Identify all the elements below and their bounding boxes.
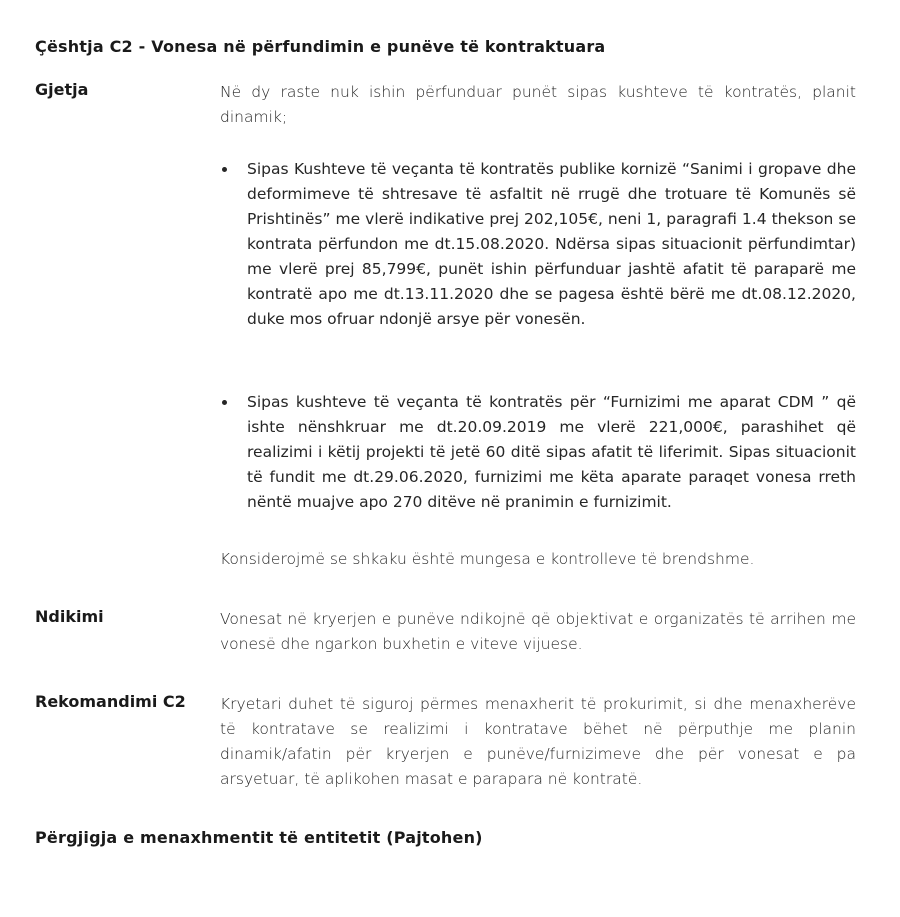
finding-bullet-2-text: Sipas kushteve të veçanta të kontratës për “Furnizimi me aparat CDM ” që ishte nënshkruar me dt.20.09.2019 me vlerë 221,000€, parashihet që realizimi i këtij projekti të jetë 60 ditë sipas afatit të liferimit. Sipas situacionit të fundit me dt.29.06.2020, furnizimi me këta aparate paraqet vonesa rreth nëntë muajve apo 270 ditëve në pranimin e furnizimit. [247,393,856,511]
finding-intro: Në dy raste nuk ishin përfunduar punët sipas kushteve të kontratës, planit dinamik; [220,83,856,126]
finding-label: Gjetja [35,80,89,99]
bullet-dot-icon [222,167,227,172]
impact-text: Vonesat në kryerjen e punëve ndikojnë që objektivat e organizatës të arrihen me vonesë dhe ngarkon buxhetin e viteve vijuese. [220,610,856,653]
issue-title: Çështja C2 - Vonesa në përfundimin e punëve të kontraktuara [35,37,606,56]
finding-bullet-1 [222,157,856,332]
recommendation-label: Rekomandimi C2 [35,692,186,711]
finding-bullet-2 [222,390,856,515]
finding-bullet-1-text: Sipas Kushteve të veçanta të kontratës publike kornizë “Sanimi i gropave dhe deformimeve të shtresave të asfaltit në rrugë dhe trotuare të Komunës së Prishtinës” me vlerë indikative prej 202,105€, neni 1, paragrafi 1.4 thekson se kontrata përfundon me dt.15.08.2020. Ndërsa sipas situacionit përfundimtar) me vlerë prej 85,799€, punët ishin përfunduar jashtë afatit të paraparë me kontratë apo me dt.13.11.2020 dhe se pagesa është bërë me dt.08.12.2020, duke mos ofruar ndonjë arsye për vonesën. [247,160,856,328]
management-response-heading: Përgjigja e menaxhmentit të entitetit (Pajtohen) [35,828,483,847]
bullet-dot-icon [222,400,227,405]
finding-conclusion: Konsiderojmë se shkaku është mungesa e kontrolleve të brendshme. [220,550,755,568]
recommendation-text: Kryetari duhet të siguroj përmes menaxherit të prokurimit, si dhe menaxherëve të kontratave se realizimi i kontratave bëhet në përputhje me planin dinamik/afatin për kryerjen e punëve/furnizimeve dhe për vonesat e pa arsyetuar, të aplikohen masat e parapara në kontratë. [220,695,856,788]
impact-label: Ndikimi [35,607,104,626]
